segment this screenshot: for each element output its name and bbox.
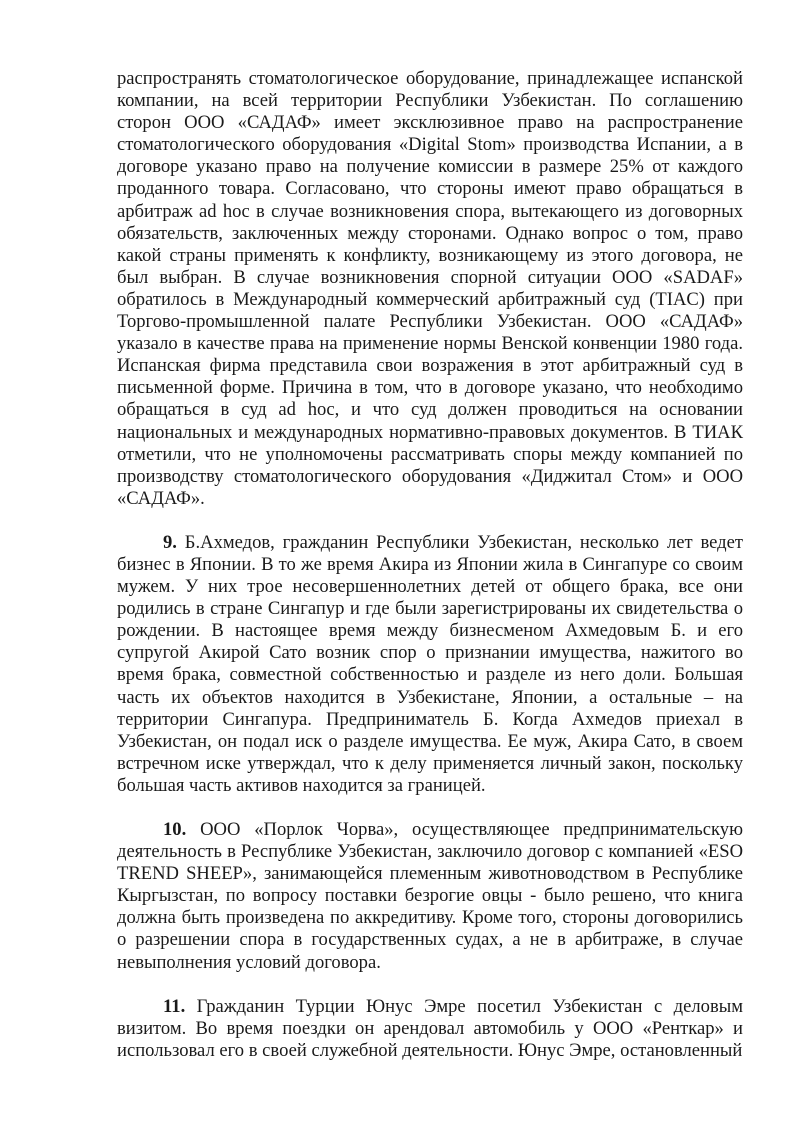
case-number: 10. (163, 819, 187, 840)
document-page (117, 68, 743, 1062)
paragraph-case-10 (117, 819, 743, 974)
paragraph-gap (117, 510, 743, 532)
paragraph-text: ООО «Порлок Чорва», осуществляющее предпринимательскую деятельность в Республике Узбекистан, заключило договор с компанией «ESO TREND SHEEP», занимающейся племенным животноводством в Республике Кыргызстан, по вопросу поставки безрогие овцы - было решено, что книга должна быть произведена по аккредитиву. Кроме того, стороны договорились о разрешении спора в государственных судах, а не в арбитраже, в случае невыполнения условий договора. (117, 819, 743, 973)
case-number: 11. (163, 995, 186, 1017)
paragraph-case-11 (117, 996, 743, 1062)
paragraph-text: распространять стоматологическое оборудование, принадлежащее испанской компании, на всей территории Республики Узбекистан. По соглашению сторон ООО «САДАФ» имеет эксклюзивное право на распространение стоматологического оборудования «Digital Stom» производства Испании, а в договоре указано право на получение комиссии в размере 25% от каждого проданного товара. Согласовано, что стороны имеют право обращаться в арбитраж ad hoc в случае возникновения спора, вытекающего из договорных обязательств, заключенных между сторонами. Однако вопрос о том, право какой страны применять к конфликту, возникающему из этого договора, не был выбран. В случае возникновения спорной ситуации ООО «SADAF» обратилось в Международный коммерческий арбитражный суд (TIAC) при Торгово-промышленной палате Республики Узбекистан. ООО «САДАФ» указало в качестве права на применение нормы Венской конвенции 1980 года. Испанская фирма представила свои возражения в этот арбитражный суд в письменной форме. Причина в том, что в договоре указано, что необходимо обращаться в суд ad hoc, и что суд должен проводиться на основании национальных и международных нормативно-правовых документов. В ТИАК отметили, что не уполномочены рассматривать споры между компанией по производству стоматологического оборудования «Диджитал Стом» и ООО «САДАФ». (117, 68, 743, 509)
paragraph-case-9 (117, 532, 743, 797)
paragraph-text: Гражданин Турции Юнус Эмре посетил Узбекистан с деловым визитом. Во время поездки он арендовал автомобиль у ООО «Ренткар» и использовал его в своей служебной деятельности. Юнус Эмре, остановленный (117, 995, 743, 1061)
paragraph-case-8-continuation (117, 68, 743, 510)
paragraph-gap (117, 797, 743, 819)
paragraph-text: Б.Ахмедов, гражданин Республики Узбекистан, несколько лет ведет бизнес в Японии. В то же время Акира из Японии жила в Сингапуре со своим мужем. У них трое несовершеннолетних детей от общего брака, все они родились в стране Сингапур и где были зарегистрированы их свидетельства о рождении. В настоящее время между бизнесменом Ахмедовым Б. и его супругой Акирой Сато возник спор о признании имущества, нажитого во время брака, совместной собственностью и разделе из него доли. Большая часть их объектов находится в Узбекистане, Японии, а остальные – на территории Сингапура. Предприниматель Б. Когда Ахмедов приехал в Узбекистан, он подал иск о разделе имущества. Ее муж, Акира Сато, в своем встречном иске утверждал, что к делу применяется личный закон, поскольку большая часть активов находится за границей. (117, 531, 743, 796)
paragraph-gap (117, 974, 743, 996)
case-number: 9. (163, 531, 177, 553)
